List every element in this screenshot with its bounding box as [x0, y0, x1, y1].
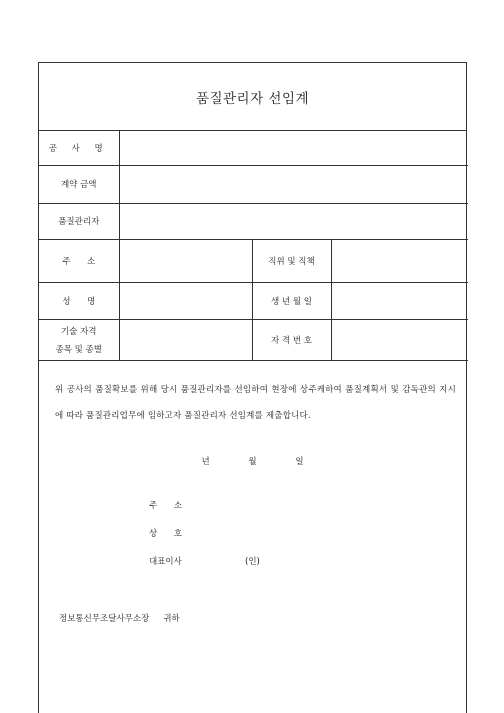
- name-value[interactable]: [119, 282, 252, 319]
- label-name: 성 명: [39, 282, 119, 319]
- contract-amount-value[interactable]: [119, 165, 468, 203]
- form-frame: [38, 62, 467, 713]
- license-number-value[interactable]: [331, 319, 468, 360]
- submission-date: [39, 455, 466, 467]
- statement-text: 위 공사의 품질확보를 위해 당시 품질관리자를 선임하여 현장에 상주케하여 품질계획서 및 감독관의 지시에 따라 품질관리업무에 임하고자 품질관리자 선임계를 제출합니다.: [55, 385, 456, 421]
- label-contract-amount: 계약 금액: [39, 165, 119, 203]
- address-value[interactable]: [119, 239, 252, 282]
- position-value[interactable]: [331, 239, 468, 282]
- date-year: 년: [201, 457, 210, 467]
- label-position: 직위 및 직책: [252, 239, 331, 282]
- birth-date-value[interactable]: [331, 282, 468, 319]
- form-title: 품질관리자 선임계: [39, 63, 466, 131]
- signature-address-label: 주 소: [149, 501, 183, 511]
- label-qualification-line2: 종목 및 종별: [55, 344, 102, 355]
- company-name-value[interactable]: [119, 131, 468, 165]
- addressee: [59, 612, 180, 624]
- label-quality-manager: 품질관리자: [39, 203, 119, 239]
- signature-company-label: 상 호: [149, 529, 183, 539]
- label-birth-date: 생 년 월 일: [252, 282, 331, 319]
- label-company-name: 공 사 명: [39, 131, 119, 165]
- seal-mark: (인): [245, 557, 260, 567]
- label-qualification-line1: 기술 자격: [60, 326, 97, 337]
- info-table: [39, 131, 468, 361]
- label-qualification: [39, 319, 119, 360]
- qualification-value[interactable]: [119, 319, 252, 360]
- signature-representative-label: 대표이사: [149, 557, 182, 567]
- addressee-office: 정보통신무조달사무소장: [59, 614, 150, 624]
- addressee-honorific: 귀하: [163, 614, 180, 624]
- label-license-number: 자 격 번 호: [252, 319, 331, 360]
- label-address: 주 소: [39, 239, 119, 282]
- date-day: 일: [295, 457, 304, 467]
- date-month: 월: [248, 457, 257, 467]
- quality-manager-value[interactable]: [119, 203, 468, 239]
